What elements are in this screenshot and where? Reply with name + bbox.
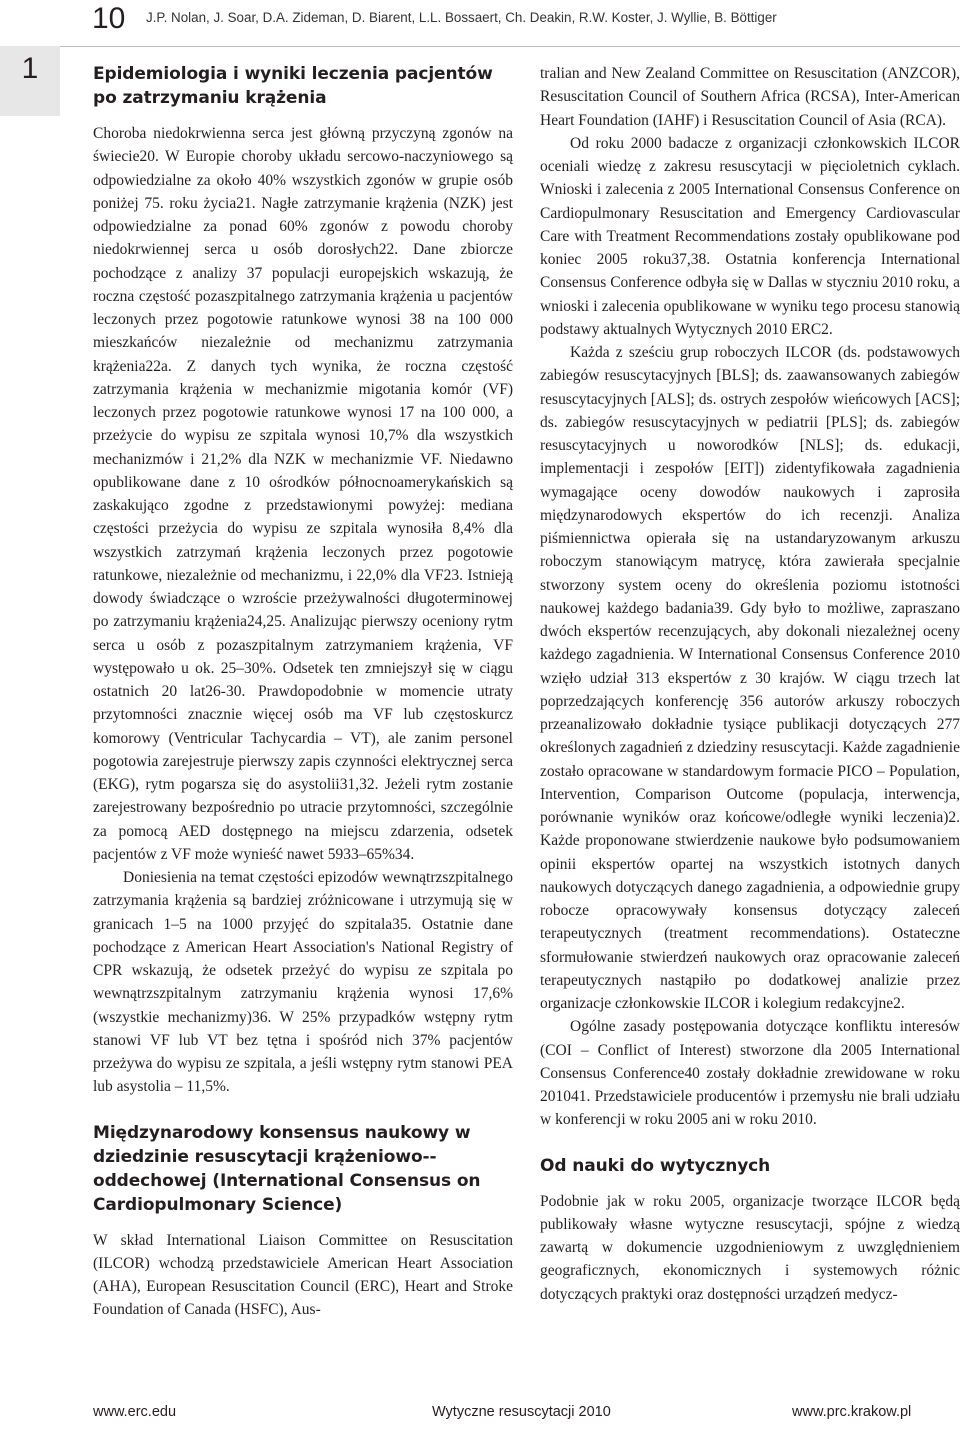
section-heading-guidelines: Od nauki do wytycznych [540, 1155, 771, 1176]
paragraph: tralian and New Zealand Committee on Resuscitation (ANZCOR), Resuscitation Council of Southern Africa (RCSA), Inter-American Heart Foundation (IAHF) i Resuscitation Council of Asia (RCA). [540, 65, 960, 129]
paragraph: W skład International Liaison Committee on Resuscitation (ILCOR) wchodzą przedstawiciele American Heart Association (AHA), European Resuscitation Council (ERC), Heart and Stroke Foundation of Canada (HSFC), Aus- [93, 1231, 513, 1319]
section-heading-epidemiology: Epidemiologia i wyniki leczenia pacjentów po zatrzymaniu krążenia [93, 64, 493, 108]
right-column [540, 62, 960, 1306]
page-number: 10 [92, 2, 126, 35]
paragraph: Doniesienia na temat częstości epizodów wewnątrzszpitalnego zatrzymania krążenia są bardziej zróżnicowane i utrzymują się w granicach 1–5 na 1000 przyjęć do szpitala35. Ostatnie dane pochodzące z American Heart Association's National Registry of CPR wskazują, że odsetek przeżyć do wypisu ze szpitala po wewnątrzszpitalnym zatrzymaniu krążenia wynosi 17,6% (wszystkie mechanizmy)36. W 25% przypadków wstępny rytm stanowi VF lub VT bez tętna i spośród nich 37% pacjentów przeżywa do wypisu ze szpitala, a jeśli wstępny rytm stanowi PEA lub asystolia – 11,5%. [93, 869, 513, 1096]
page-footer [0, 1397, 960, 1427]
footer-title: Wytyczne resuscytacji 2010 [432, 1404, 611, 1420]
paragraph: Podobnie jak w roku 2005, organizacje tworzące ILCOR będą publikowały własne wytyczne resuscytacji, spójne z wiedzą zawartą w dokumencie uzgodnieniowym z uwzględnieniem geograficznych, ekonomicznych i systemowych różnic dotyczących praktyki oraz dostępności urządzeń medycz- [540, 1192, 960, 1303]
chapter-number: 1 [21, 52, 39, 85]
left-column [93, 62, 513, 1322]
section-heading-consensus: Międzynarodowy konsensus naukowy w dziedzinie resuscytacji krążeniowo--oddechowej (International Consensus on Cardiopulmonary Science) [93, 1122, 481, 1215]
paragraph: Ogólne zasady postępowania dotyczące konfliktu interesów (COI – Conflict of Interest) stworzone dla 2005 International Consensus Conference40 zostały dokładnie zrewidowane w roku 201041. Przedstawiciele producentów i przemysłu nie brali udziału w konferencji w roku 2005 ani w roku 2010. [540, 1018, 960, 1129]
paragraph: Choroba niedokrwienna serca jest główną przyczyną zgonów na świecie20. W Europie choroby układu sercowo-naczyniowego są odpowiedzialne za około 40% wszystkich zgonów w grupie osób poniżej 75. roku życia21. Nagłe zatrzymanie krążenia (NZK) jest odpowiedzialne za ponad 60% zgonów z powodu choroby niedokrwiennej serca u osób dorosłych22. Dane zbiorcze pochodzące z analizy 37 populacji europejskich wskazują, że roczna częstość pozaszpitalnego zatrzymania krążenia u pacjentów leczonych przez pogotowie ratunkowe wynosi 38 na 100 000 mieszkańców niezależnie od mechanizmu zatrzymania krążenia22a. Z danych tych wynika, że roczna częstość zatrzymania krążenia w mechanizmie migotania komór (VF) leczonych przez pogotowie ratunkowe wynosi 17 na 100 000, a przeżycie do wypisu ze szpitala wynosi 10,7% dla wszystkich mechanizmów i 21,2% dla NZK w mechanizmie VF. Niedawno opublikowane dane z 10 ośrodków północnoamerykańskich są zaskakująco zgodne z przedstawionymi powyżej: mediana częstości przeżycia do wypisu ze szpitala wynosiła 8,4% dla wszystkich zatrzymań krążenia leczonych przez pogotowie ratunkowe, niezależnie od mechanizmu, i 22,0% dla VF23. Istnieją dowody świadczące o wzroście przeżywalności długoterminowej po zatrzymaniu krążenia24,25. Analizując pierwszy oceniony rytm serca u osób z pozaszpitalnym zatrzymaniem krążenia, VF występowało u ok. 25–30%. Odsetek ten zmniejszył się w ciągu ostatnich 20 lat26-30. Prawdopodobnie w momencie utraty przytomności znacznie więcej osób ma VF lub częstoskurcz komorowy (Ventricular Tachycardia – VT), ale zanim personel pogotowia zarejestruje pierwszy zapis czynności elektrycznej serca (EKG), rytm pogarsza się do asystolii31,32. Jeżeli rytm zostanie zarejestrowany bezpośrednio po utracie przytomności, szczególnie za pomocą AED dostępnego na miejscu zdarzenia, odsetek pacjentów z VF może wynieść nawet 5933–65%34. [93, 125, 513, 863]
paragraph: Od roku 2000 badacze z organizacji członkowskich ILCOR oceniali wiedzę z zakresu resuscytacji w pięcioletnich cyklach. Wnioski i zalecenia z 2005 International Consensus Conference on Cardiopulmonary Resuscitation and Emergency Cardiovascular Care with Treatment Recommendations zostały opublikowane pod koniec 2005 roku37,38. Ostatnia konferencja International Consensus Conference odbyła się w Dallas w styczniu 2010 roku, a wnioski i zalecenia opublikowane w wyniku tego procesu stanowią podstawy aktualnych Wytycznych 2010 ERC2. [540, 134, 960, 338]
running-head-authors: J.P. Nolan, J. Soar, D.A. Zideman, D. Biarent, L.L. Bossaert, Ch. Deakin, R.W. Koster, J. Wyllie, B. Böttiger [146, 10, 777, 25]
footer-left-url[interactable]: www.erc.edu [93, 1404, 177, 1420]
paragraph: Każda z sześciu grup roboczych ILCOR (ds. podstawowych zabiegów resuscytacyjnych [BLS]; ds. zaawansowanych zabiegów resuscytacyjnych [ALS]; ds. ostrych zespołów wieńcowych [ACS]; ds. zabiegów resuscytacyjnych w pediatrii [PLS]; ds. zabiegów resuscytacyjnych u noworodków [NLS]; ds. edukacji, implementacji i zespołów [EIT]) zidentyfikowała zagadnienia wymagające oceny dowodów naukowych i zaprosiła międzynarodowych ekspertów do ich recenzji. Analiza piśmiennictwa opierała się na ustandaryzowanym arkuszu roboczym stanowiącym matrycę, która zawierała specjalnie stworzony system oceny do określenia poziomu istotności naukowej każdego badania39. Gdy było to możliwe, zapraszano dwóch ekspertów recenzujących, aby dokonali niezależnej oceny każdego zagadnienia. W International Consensus Conference 2010 wzięło udział 313 ekspertów z 30 krajów. W ciągu trzech lat poprzedzających konferencję 356 autorów arkuszy roboczych przeanalizowało dokładnie tysiące publikacji dotyczących 277 określonych zagadnień z dziedziny resuscytacji. Każde zagadnienie zostało opracowane w standardowym formacie PICO – Population, Intervention, Comparison Outcome (populacja, interwencja, porównanie wyników oraz końcowe/odległe wyniki leczenia)2. Każde proponowane stwierdzenie naukowe było podsumowaniem opinii ekspertów opartej na wszystkich istotnych danych naukowych dotyczących danego zagadnienia, a odpowiednie grupy robocze opracowywały konsensus dotyczący zaleceń terapeutycznych (treatment recommendations). Ostateczne sformułowanie stwierdzeń naukowych oraz opracowanie zaleceń terapeutycznych nastąpiło po dodatkowej analizie przez organizacje członkowskie ILCOR i kolegium redakcyjne2. [540, 344, 960, 1012]
footer-right-url[interactable]: www.prc.krakow.pl [792, 1404, 912, 1420]
page-header [0, 0, 960, 47]
